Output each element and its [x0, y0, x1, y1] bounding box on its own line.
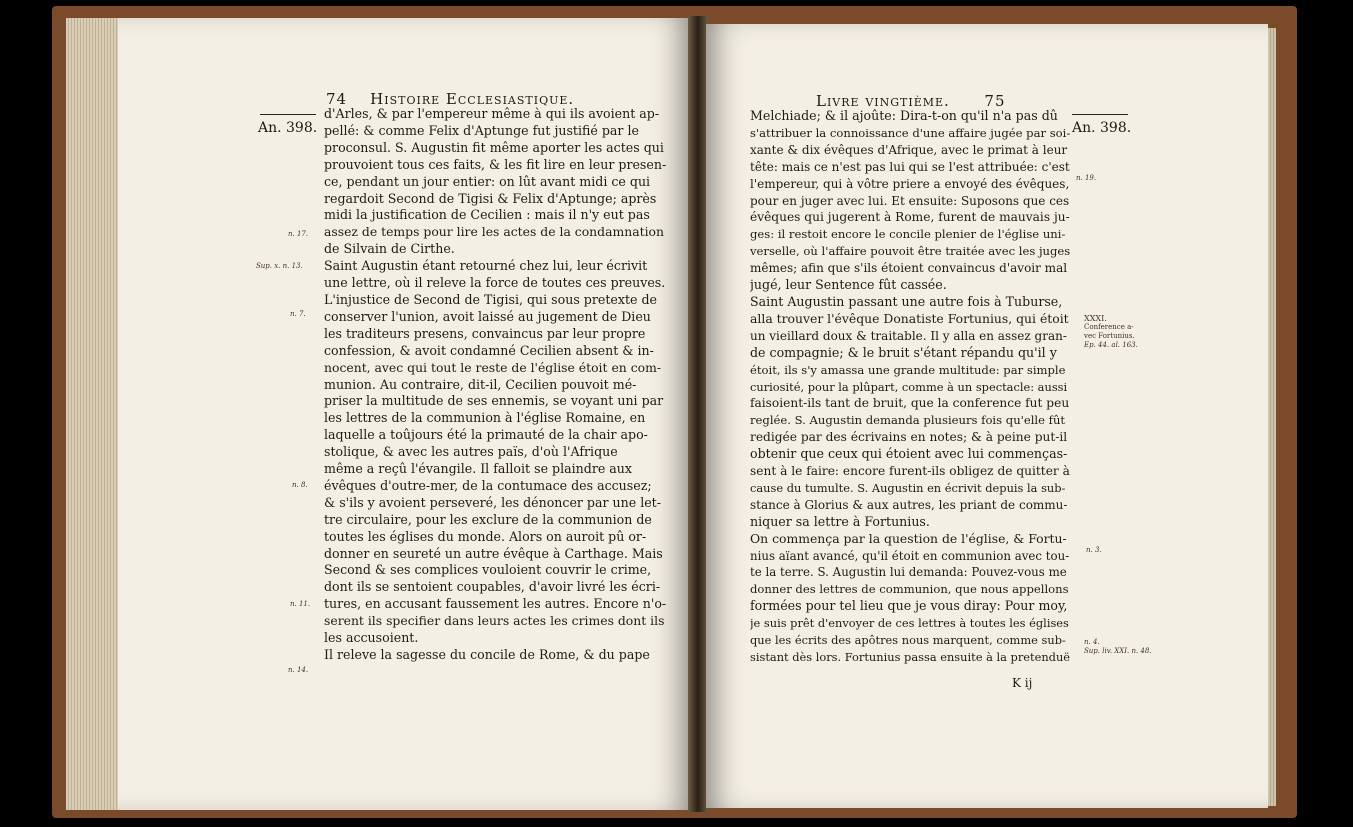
- text-line: te la terre. S. Augustin lui demanda: Pouvez-vous me: [750, 565, 1067, 580]
- right-sidenote-line-3: vec Fortunius.: [1084, 332, 1135, 340]
- left-margin-note-6: n. 14.: [288, 666, 309, 674]
- right-sidenote-line-1: XXXI.: [1084, 314, 1107, 323]
- text-line: reglée. S. Augustin demanda plusieurs fois qu'elle fût: [750, 413, 1066, 428]
- right-year-label: An. 398.: [1072, 120, 1132, 136]
- text-line: jugé, leur Sentence fût cassée.: [750, 277, 947, 293]
- text-line: assez de temps pour lire les actes de la condamnation: [324, 224, 664, 240]
- text-line: cause du tumulte. S. Augustin en écrivit depuis la sub-: [750, 480, 1066, 495]
- text-line: même a reçû l'évangile. Il falloit se plaindre aux: [324, 461, 633, 477]
- right-page-text: [750, 108, 1070, 666]
- text-line: conserver l'union, avoit laissé au jugement de Dieu: [324, 308, 651, 324]
- left-year-label: An. 398.: [258, 120, 318, 136]
- text-line: que les écrits des apôtres nous marquent, comme sub-: [750, 633, 1066, 648]
- text-line: niquer sa lettre à Fortunius.: [750, 513, 930, 529]
- text-line: Melchiade; & il ajoûte: Dira-t-on qu'il n'a pas dû: [750, 108, 1058, 123]
- text-line: & s'ils y avoient perseveré, les dénoncer par une let-: [324, 494, 661, 510]
- right-sidenote: [1084, 314, 1164, 350]
- left-page: [118, 18, 690, 810]
- left-margin-note-1: n. 17.: [288, 230, 309, 238]
- left-margin-note-5: n. 11.: [290, 600, 311, 608]
- left-margin-note-2: Sup. x. n. 13.: [256, 262, 303, 270]
- text-line: proconsul. S. Augustin fit même aporter les actes qui: [324, 139, 664, 155]
- text-line: donner en seureté un autre évêque à Carthage. Mais: [324, 545, 663, 561]
- text-line: étoit, ils s'y amassa une grande multitude: par simple: [750, 362, 1066, 377]
- text-line: nocent, avec qui tout le reste de l'église étoit en com-: [324, 359, 662, 375]
- text-line: les traditeurs presens, convaincus par leur propre: [324, 325, 646, 341]
- text-line: laquelle a toûjours été la primauté de la chair apo-: [324, 427, 648, 443]
- left-margin-note-4: n. 8.: [292, 481, 308, 489]
- text-line: L'injustice de Second de Tigisi, qui sous pretexte de: [324, 291, 657, 307]
- text-line: pour en juger avec lui. Et ensuite: Suposons que ces: [750, 193, 1070, 208]
- text-line: sistant dès lors. Fortunius passa ensuite à la pretenduë: [750, 650, 1070, 664]
- text-line: verselle, où l'affaire pouvoit être traitée avec les juges: [750, 244, 1070, 259]
- left-running-head: Histoire Ecclesiastique.: [370, 90, 575, 108]
- text-line: munion. Au contraire, dit-il, Cecilien pouvoit mé-: [324, 376, 637, 392]
- text-line: faisoient-ils tant de bruit, que la conference fut peu: [750, 396, 1070, 411]
- right-page-number: 75: [984, 92, 1006, 110]
- left-page-number: 74: [326, 90, 348, 108]
- text-line: dont ils se sentoient coupables, d'avoir livré les écri-: [324, 579, 661, 595]
- text-line: de Silvain de Cirthe.: [324, 241, 455, 257]
- right-running-head: Livre vingtième.: [816, 92, 950, 110]
- text-line: évêques qui jugerent à Rome, furent de mauvais ju-: [750, 210, 1070, 225]
- text-line: Saint Augustin étant retourné chez lui, leur écrivit: [324, 258, 648, 274]
- text-line: On commença par la question de l'église, & Fortu-: [750, 530, 1067, 546]
- left-page-text: [324, 106, 666, 664]
- text-line: mêmes; afin que s'ils étoient convaincus d'avoir mal: [750, 261, 1068, 276]
- right-margin-note-2: n. 3.: [1086, 546, 1102, 554]
- text-line: alla trouver l'évêque Donatiste Fortunius, qui étoit: [750, 310, 1069, 326]
- text-line: je suis prêt d'envoyer de ces lettres à toutes les églises: [750, 616, 1069, 631]
- right-year-rule: [1072, 114, 1128, 115]
- text-line: de compagnie; & le bruit s'étant répandu qu'il y: [750, 344, 1057, 360]
- text-line: les accusoient.: [324, 630, 419, 646]
- text-line: Saint Augustin passant une autre fois à Tuburse,: [750, 293, 1063, 309]
- text-line: évêques d'outre-mer, de la contumace des accusez;: [324, 477, 652, 493]
- text-line: formées pour tel lieu que je vous diray: Pour moy,: [750, 598, 1068, 614]
- text-line: l'empereur, qui à vôtre priere a envoyé des évêques,: [750, 176, 1070, 191]
- text-line: priser la multitude de ses ennemis, se voyant uni par: [324, 393, 664, 409]
- text-line: tête: mais ce n'est pas lui qui se l'est attribuée: c'est: [750, 159, 1070, 174]
- text-line: redigée par des écrivains en notes; & à peine put-il: [750, 430, 1068, 445]
- text-line: serent ils specifier dans leurs actes les crimes dont ils: [324, 613, 665, 629]
- text-line: confession, & avoit condamné Cecilien absent & in-: [324, 342, 654, 358]
- right-sidenote-line-2: Conference a-: [1084, 323, 1134, 331]
- left-year-rule: [260, 114, 316, 115]
- left-margin-note-3: n. 7.: [290, 310, 306, 318]
- text-line: stolique, & avec les autres païs, d'où l'Afrique: [324, 444, 618, 460]
- text-line: les lettres de la communion à l'église Romaine, en: [324, 410, 646, 426]
- right-sidenote-line-4: Ep. 44. al. 163.: [1084, 341, 1138, 349]
- right-margin-note-4: Sup. liv. XXI. n. 48.: [1084, 647, 1152, 655]
- text-line: stance à Glorius & aux autres, les priant de commu-: [750, 497, 1068, 512]
- text-line: tre circulaire, pour les exclure de la communion de: [324, 511, 652, 527]
- text-line: obtenir que ceux qui étoient avec lui commenças-: [750, 446, 1068, 462]
- book-gutter: [688, 16, 708, 812]
- text-line: s'attribuer la connoissance d'une affaire jugée par soi-: [750, 125, 1070, 140]
- text-line: nius aïant avancé, qu'il étoit en communion avec tou-: [750, 548, 1070, 563]
- right-margin-note-3: n. 4.: [1084, 638, 1100, 646]
- text-line: Second & ses complices vouloient couvrir le crime,: [324, 562, 652, 578]
- right-page-signature: K ij: [1012, 676, 1033, 690]
- text-line: prouvoient tous ces faits, & les fit lire en leur presen-: [324, 156, 666, 172]
- text-line: un vieillard doux & traitable. Il y alla en assez gran-: [750, 328, 1067, 343]
- text-line: d'Arles, & par l'empereur même à qui ils avoient ap-: [324, 106, 660, 121]
- text-line: donner des lettres de communion, que nous appellons: [750, 582, 1069, 597]
- right-page: [706, 24, 1268, 808]
- text-line: sent à le faire: encore furent-ils obligez de quitter à: [750, 464, 1070, 479]
- text-line: ges: il restoit encore le concile plenier de l'église uni-: [750, 227, 1066, 242]
- text-line: curiosité, pour la plûpart, comme à un spectacle: aussi: [750, 379, 1068, 394]
- right-margin-note-1: n. 19.: [1076, 174, 1097, 182]
- text-line: Il releve la sagesse du concile de Rome, & du pape: [324, 647, 650, 662]
- text-line: toutes les églises du monde. Alors on auroit pû or-: [324, 528, 647, 544]
- text-line: regardoit Second de Tigisi & Felix d'Aptunge; après: [324, 190, 657, 206]
- page-edges-left: [66, 18, 122, 810]
- text-line: xante & dix évêques d'Afrique, avec le primat à leur: [750, 142, 1068, 157]
- text-line: midi la justification de Cecilien : mais il n'y eut pas: [324, 207, 650, 223]
- text-line: ce, pendant un jour entier: on lût avant midi ce qui: [324, 173, 651, 189]
- text-line: tures, en accusant faussement les autres. Encore n'o-: [324, 596, 666, 612]
- text-line: une lettre, où il releve la force de toutes ces preuves.: [324, 275, 666, 291]
- text-line: pellé: & comme Felix d'Aptunge fut justifié par le: [324, 122, 639, 138]
